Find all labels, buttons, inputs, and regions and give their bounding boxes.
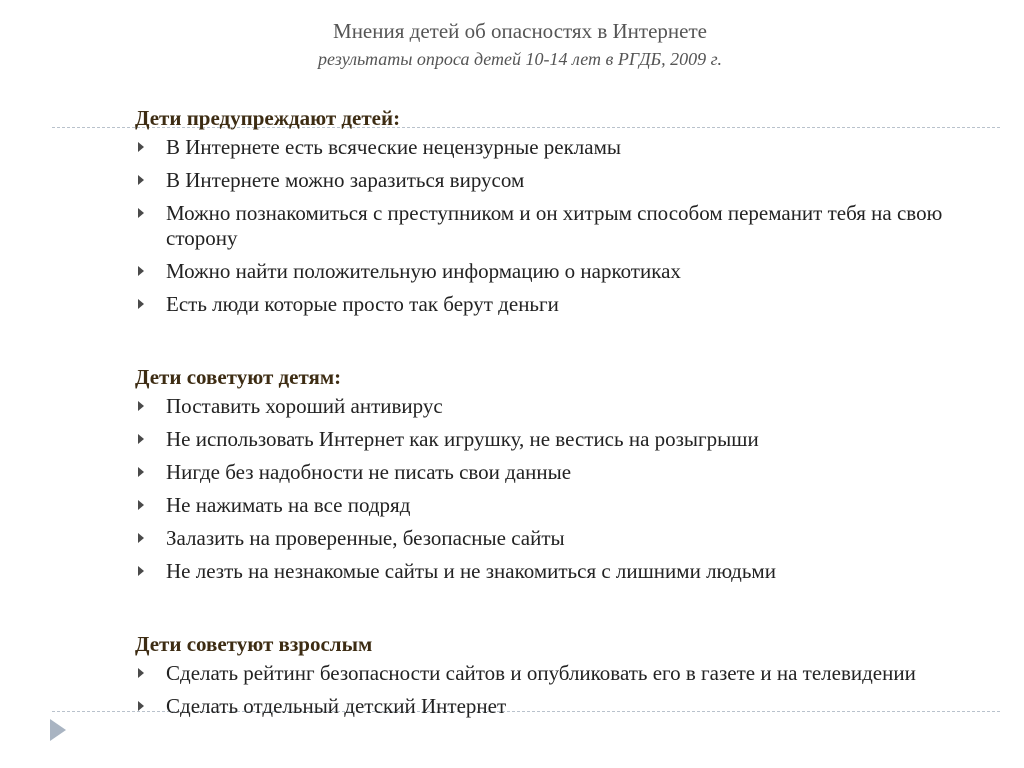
list-item [135,201,985,251]
triangle-bullet-icon [138,175,144,185]
list-item [135,661,985,686]
list-item [135,694,985,719]
slide-subtitle: результаты опроса детей 10-14 лет в РГДБ, 2009 г. [318,49,722,69]
section-spacer [135,592,985,630]
list-item-text: Залазить на проверенные, безопасные сайты [166,526,565,550]
triangle-bullet-icon [138,500,144,510]
list-item-text: Есть люди которые просто так берут деньги [166,292,559,316]
section-children-advise-children [135,363,985,584]
slide-title: Мнения детей об опасностях в Интернете [333,19,707,43]
list-item-text: Сделать рейтинг безопасности сайтов и опубликовать его в газете и на телевидении [166,661,916,685]
list-item [135,460,985,485]
triangle-bullet-icon [138,467,144,477]
list-item-text: Нигде без надобности не писать свои данные [166,460,572,484]
triangle-bullet-icon [138,299,144,309]
bullet-list [135,394,985,584]
triangle-bullet-icon [138,701,144,711]
list-item-text: В Интернете есть всяческие нецензурные рекламы [166,135,621,159]
section-children-warn-children [135,104,985,317]
triangle-bullet-icon [138,401,144,411]
section-heading: Дети предупреждают детей: [135,106,401,130]
section-spacer [135,325,985,363]
section-children-advise-adults [135,630,985,719]
list-item-text: Поставить хороший антивирус [166,394,443,418]
triangle-bullet-icon [138,533,144,543]
list-item-text: Не использовать Интернет как игрушку, не вестись на розыгрыши [166,427,759,451]
bullet-list [135,135,985,317]
list-item-text: Можно познакомиться с преступником и он хитрым способом переманит тебя на свою сторону [166,201,943,250]
triangle-bullet-icon [138,566,144,576]
triangle-bullet-icon [138,668,144,678]
list-item-text: В Интернете можно заразиться вирусом [166,168,525,192]
list-item-text: Не нажимать на все подряд [166,493,411,517]
list-item-text: Можно найти положительную информацию о наркотиках [166,259,681,283]
list-item-text: Не лезть на незнакомые сайты и не знакомиться с лишними людьми [166,559,776,583]
list-item-text: Сделать отдельный детский Интернет [166,694,507,718]
list-item [135,559,985,584]
section-heading: Дети советуют детям: [135,365,342,389]
list-item [135,259,985,284]
triangle-bullet-icon [138,208,144,218]
list-item [135,493,985,518]
triangle-bullet-icon [138,142,144,152]
list-item [135,292,985,317]
triangle-bullet-icon [138,266,144,276]
triangle-bullet-icon [138,434,144,444]
slide-content [135,104,985,727]
list-item [135,526,985,551]
list-item [135,135,985,160]
list-item [135,394,985,419]
list-item [135,427,985,452]
next-slide-arrow-icon[interactable] [50,719,66,741]
list-item [135,168,985,193]
section-heading: Дети советуют взрослым [135,632,373,656]
bullet-list [135,661,985,719]
